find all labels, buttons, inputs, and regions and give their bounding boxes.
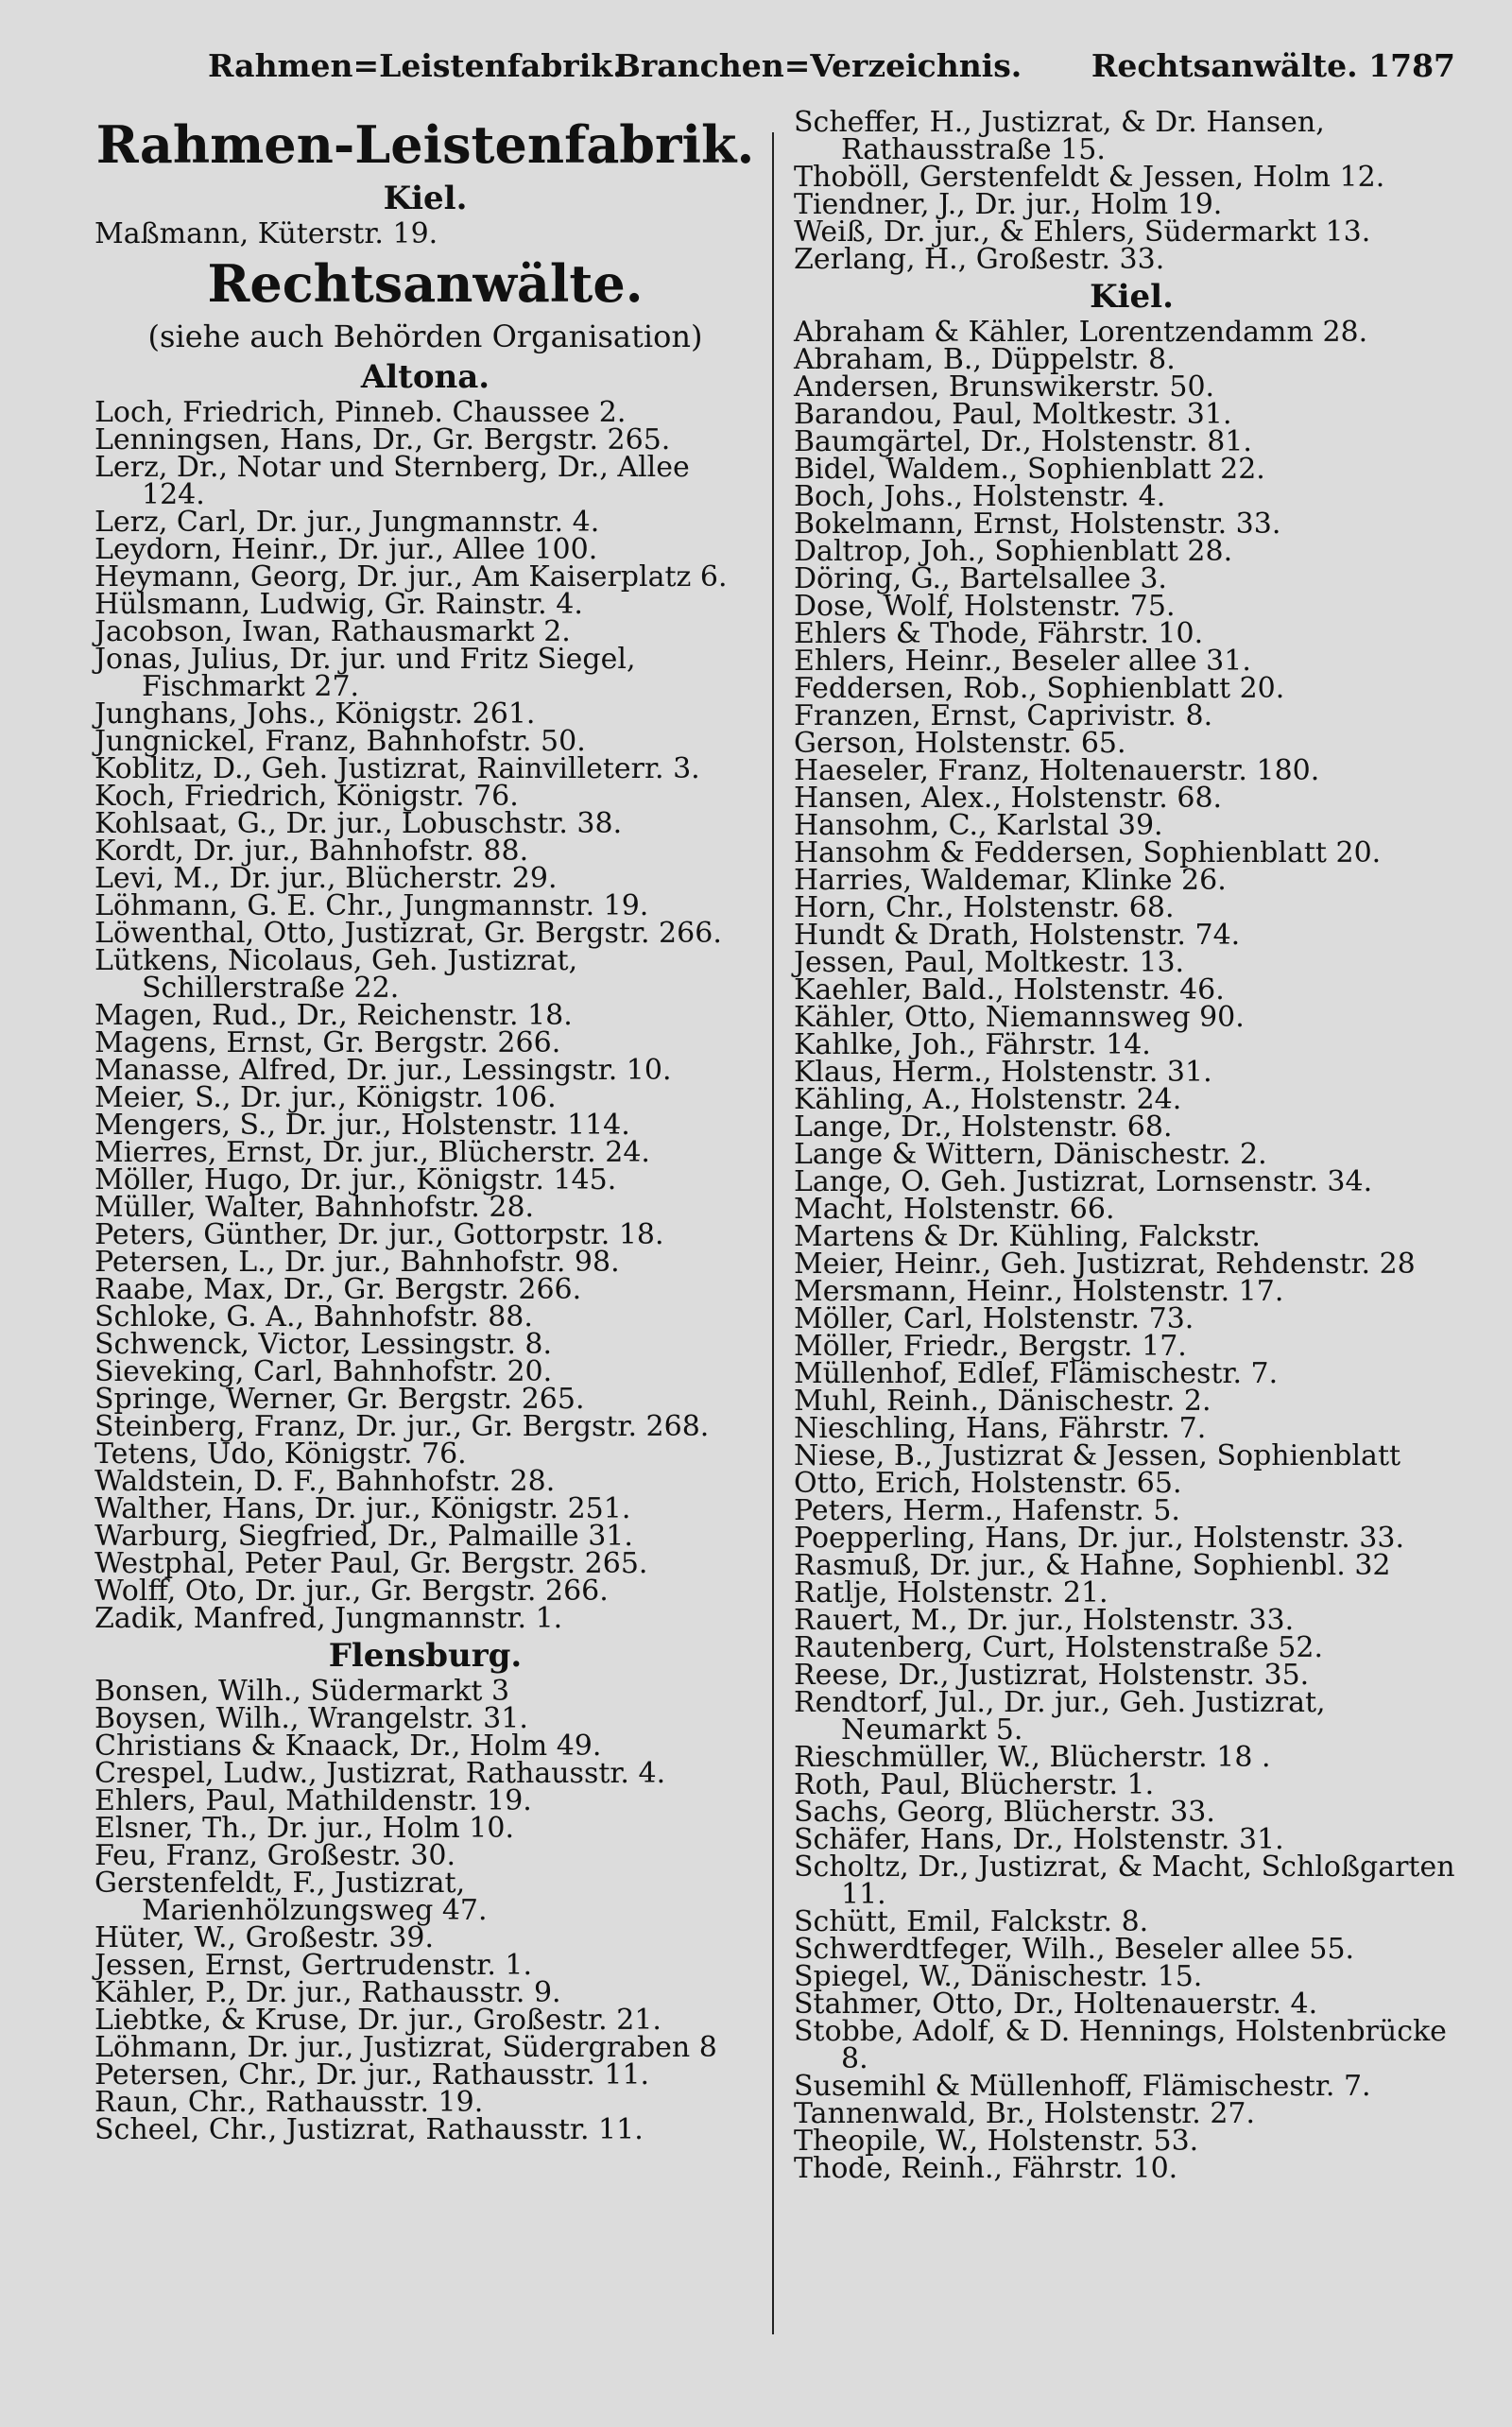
- directory-entry: Westphal, Peter Paul, Gr. Bergstr. 265.: [94, 1547, 648, 1580]
- directory-entry: Spiegel, W., Dänischestr. 15.: [794, 1960, 1203, 1993]
- directory-entry: Scheel, Chr., Justizrat, Rathausstr. 11.: [94, 2113, 644, 2146]
- directory-entry: Peters, Herm., Hafenstr. 5.: [794, 1494, 1180, 1527]
- directory-entry: Jessen, Paul, Moltkestr. 13.: [794, 946, 1185, 979]
- directory-entry: Junghans, Johs., Königstr. 261.: [94, 697, 536, 731]
- directory-entry: Ehlers & Thode, Fährstr. 10.: [794, 617, 1204, 650]
- directory-entry: Meier, S., Dr. jur., Königstr. 106.: [94, 1081, 557, 1114]
- city-heading-altona: Altona.: [360, 358, 490, 396]
- directory-entry: Poepperling, Hans, Dr. jur., Holstenstr. 33.: [794, 1522, 1404, 1555]
- directory-entry: Liebtke, & Kruse, Dr. jur., Großestr. 21.: [94, 2004, 662, 2037]
- directory-entry: Lange, Dr., Holstenstr. 68.: [794, 1110, 1173, 1144]
- directory-entry: Hansohm, C., Karlstal 39.: [794, 809, 1163, 842]
- directory-entry: Steinberg, Franz, Dr. jur., Gr. Bergstr. 268.: [94, 1410, 710, 1443]
- directory-entry: Boysen, Wilh., Wrangelstr. 31.: [94, 1702, 528, 1735]
- directory-entry: Ratlje, Holstenstr. 21.: [794, 1576, 1108, 1609]
- directory-entry: Franzen, Ernst, Caprivistr. 8.: [794, 699, 1213, 732]
- directory-entry: Peters, Günther, Dr. jur., Gottorpstr. 18.: [94, 1218, 664, 1251]
- directory-entry: Kähling, A., Holstenstr. 24.: [794, 1083, 1182, 1116]
- directory-entry: Andersen, Brunswikerstr. 50.: [794, 370, 1215, 404]
- directory-entry: Daltrop, Joh., Sophienblatt 28.: [794, 535, 1233, 568]
- directory-entry: Möller, Friedr., Bergstr. 17.: [794, 1330, 1187, 1363]
- directory-entry: Lütkens, Nicolaus, Geh. Justizrat, Schillerstraße 22.: [94, 944, 578, 1005]
- directory-entry: Sieveking, Carl, Bahnhofstr. 20.: [94, 1355, 553, 1388]
- section-title-rahmen: Rahmen-Leistenfabrik.: [95, 114, 755, 175]
- directory-entry: Manasse, Alfred, Dr. jur., Lessingstr. 10.: [94, 1054, 672, 1087]
- directory-entry: Sachs, Georg, Blücherstr. 33.: [794, 1796, 1215, 1829]
- directory-entry: Stahmer, Otto, Dr., Holtenauerstr. 4.: [794, 1988, 1318, 2021]
- right-column: [794, 106, 1469, 2185]
- directory-entry: Schütt, Emil, Falckstr. 8.: [794, 1905, 1149, 1938]
- directory-entry: Dose, Wolf, Holstenstr. 75.: [794, 590, 1176, 623]
- directory-entry: Nieschling, Hans, Fährstr. 7.: [794, 1412, 1207, 1445]
- directory-entry: Barandou, Paul, Moltkestr. 31.: [794, 398, 1232, 431]
- directory-entry: Feu, Franz, Großestr. 30.: [94, 1839, 456, 1872]
- directory-entry: Rieschmüller, W., Blücherstr. 18 .: [794, 1741, 1271, 1774]
- directory-entry: Hüter, W., Großestr. 39.: [94, 1921, 435, 1954]
- directory-entry: Kähler, Otto, Niemannsweg 90.: [794, 1001, 1245, 1034]
- directory-entry: Meier, Heinr., Geh. Justizrat, Rehdenstr. 28: [794, 1248, 1416, 1281]
- directory-entry: Boch, Johs., Holstenstr. 4.: [794, 480, 1166, 513]
- directory-entry: Haeseler, Franz, Holtenauerstr. 180.: [794, 754, 1320, 787]
- directory-entry: Kähler, P., Dr. jur., Rathausstr. 9.: [94, 1976, 561, 2009]
- city-heading-kiel: Kiel.: [1090, 278, 1174, 316]
- directory-entry: Abraham, B., Düppelstr. 8.: [794, 343, 1176, 376]
- directory-entry: Petersen, Chr., Dr. jur., Rathausstr. 11.: [94, 2058, 650, 2091]
- directory-entry: Leydorn, Heinr., Dr. jur., Allee 100.: [94, 533, 598, 566]
- header-center-title: Branchen=Verzeichnis.: [614, 47, 1022, 84]
- page-header: [208, 47, 1455, 95]
- directory-entry: Scheffer, H., Justizrat, & Dr. Hansen, Rathausstraße 15.: [794, 106, 1325, 166]
- directory-entry: Koch, Friedrich, Königstr. 76.: [94, 780, 519, 813]
- directory-entry: Thoböll, Gerstenfeldt & Jessen, Holm 12.: [794, 161, 1385, 194]
- directory-entry: Levi, M., Dr. jur., Blücherstr. 29.: [94, 862, 558, 895]
- directory-entry: Kahlke, Joh., Fährstr. 14.: [794, 1028, 1151, 1061]
- directory-entry: Gerson, Holstenstr. 65.: [794, 727, 1126, 760]
- directory-entry: Feddersen, Rob., Sophienblatt 20.: [794, 672, 1285, 705]
- directory-entry: Elsner, Th., Dr. jur., Holm 10.: [94, 1812, 514, 1845]
- directory-entry: Döring, G., Bartelsallee 3.: [794, 562, 1167, 595]
- directory-entry: Baumgärtel, Dr., Holstenstr. 81.: [794, 425, 1252, 458]
- directory-entry: Ehlers, Paul, Mathildenstr. 19.: [94, 1784, 532, 1817]
- section-title-rechtsanwaelte: Rechtsanwälte.: [207, 253, 644, 314]
- directory-entry: Löwenthal, Otto, Justizrat, Gr. Bergstr. 266.: [94, 917, 722, 950]
- directory-entry: Tannenwald, Br., Holstenstr. 27.: [794, 2097, 1256, 2130]
- directory-entry: Klaus, Herm., Holstenstr. 31.: [794, 1056, 1212, 1089]
- directory-entry: Harries, Waldemar, Klinke 26.: [794, 864, 1227, 897]
- directory-entry: Jacobson, Iwan, Rathausmarkt 2.: [94, 615, 571, 648]
- directory-entry: Rautenberg, Curt, Holstenstraße 52.: [794, 1631, 1323, 1664]
- directory-entry: Tetens, Udo, Königstr. 76.: [94, 1437, 467, 1471]
- directory-entry: Hundt & Drath, Holstenstr. 74.: [794, 919, 1241, 952]
- city-heading-flensburg: Flensburg.: [328, 1637, 523, 1675]
- flensburg-entries-continued: [794, 106, 1469, 276]
- directory-entry: Abraham & Kähler, Lorentzendamm 28.: [794, 316, 1368, 349]
- directory-entry: Crespel, Ludw., Justizrat, Rathausstr. 4.: [94, 1757, 666, 1790]
- directory-entry: Susemihl & Müllenhoff, Flämischestr. 7.: [794, 2070, 1371, 2103]
- directory-entry: Thode, Reinh., Fährstr. 10.: [794, 2152, 1178, 2185]
- directory-entry: Waldstein, D. F., Bahnhofstr. 28.: [94, 1465, 556, 1498]
- header-right-title-page-number: Rechtsanwälte. 1787: [1091, 47, 1455, 84]
- directory-entry: Hansen, Alex., Holstenstr. 68.: [794, 782, 1223, 815]
- directory-entry: Mersmann, Heinr., Holstenstr. 17.: [794, 1275, 1284, 1308]
- directory-entry: Gerstenfeldt, F., Justizrat, Marienhölzungsweg 47.: [94, 1867, 488, 1927]
- directory-entry: Schäfer, Hans, Dr., Holstenstr. 31.: [794, 1823, 1284, 1856]
- directory-entry: Walther, Hans, Dr. jur., Königstr. 251.: [94, 1492, 631, 1525]
- directory-entry: Warburg, Siegfried, Dr., Palmaille 31.: [94, 1520, 633, 1553]
- altona-entries: [94, 396, 756, 1635]
- directory-entry: Jessen, Ernst, Gertrudenstr. 1.: [94, 1949, 533, 1982]
- directory-entry: Bonsen, Wilh., Südermarkt 3: [94, 1675, 510, 1708]
- directory-entry: Zadik, Manfred, Jungmannstr. 1.: [94, 1602, 563, 1635]
- directory-entry: Muhl, Reinh., Dänischestr. 2.: [794, 1385, 1211, 1418]
- directory-entry: Heymann, Georg, Dr. jur., Am Kaiserplatz 6.: [94, 560, 728, 594]
- directory-entry: Mierres, Ernst, Dr. jur., Blücherstr. 24.: [94, 1136, 650, 1169]
- directory-entry: Petersen, L., Dr. jur., Bahnhofstr. 98.: [94, 1246, 620, 1279]
- header-left-running-title: Rahmen=Leistenfabrik.: [208, 47, 624, 84]
- directory-entry: Schloke, G. A., Bahnhofstr. 88.: [94, 1300, 533, 1334]
- directory-entry: Schwerdtfeger, Wilh., Beseler allee 55.: [794, 1933, 1355, 1966]
- directory-entry: Lenningsen, Hans, Dr., Gr. Bergstr. 265.: [94, 423, 671, 456]
- directory-entry: Hülsmann, Ludwig, Gr. Rainstr. 4.: [94, 588, 583, 621]
- directory-entry: Kohlsaat, G., Dr. jur., Lobuschstr. 38.: [94, 807, 623, 840]
- directory-entry: Möller, Hugo, Dr. jur., Königstr. 145.: [94, 1163, 617, 1196]
- directory-entry: Kordt, Dr. jur., Bahnhofstr. 88.: [94, 835, 529, 868]
- directory-entry: Christians & Knaack, Dr., Holm 49.: [94, 1730, 602, 1763]
- left-column: [94, 109, 756, 2146]
- directory-entry: Reese, Dr., Justizrat, Holstenstr. 35.: [794, 1659, 1310, 1692]
- flensburg-entries: [94, 1675, 756, 2146]
- directory-entry: Jonas, Julius, Dr. jur. und Fritz Siegel, Fischmarkt 27.: [94, 643, 636, 703]
- directory-entry: Hansohm & Feddersen, Sophienblatt 20.: [794, 836, 1382, 869]
- directory-entry: Magens, Ernst, Gr. Bergstr. 266.: [94, 1026, 561, 1059]
- directory-entry: Löhmann, Dr. jur., Justizrat, Südergraben 8: [94, 2031, 717, 2064]
- directory-entry: Bidel, Waldem., Sophienblatt 22.: [794, 453, 1265, 486]
- directory-entry: Rendtorf, Jul., Dr. jur., Geh. Justizrat, Neumarkt 5.: [794, 1686, 1326, 1747]
- cross-reference-note: (siehe auch Behörden Organisation): [147, 318, 703, 354]
- directory-entry: Roth, Paul, Blücherstr. 1.: [794, 1768, 1155, 1801]
- directory-entry: Magen, Rud., Dr., Reichenstr. 18.: [94, 999, 573, 1032]
- directory-entry: Loch, Friedrich, Pinneb. Chaussee 2.: [94, 396, 627, 429]
- directory-entry: Macht, Holstenstr. 66.: [794, 1193, 1115, 1226]
- directory-entry: Müller, Walter, Bahnhofstr. 28.: [94, 1191, 535, 1224]
- directory-entry: Stobbe, Adolf, & D. Hennings, Holstenbrücke 8.: [794, 2015, 1447, 2075]
- directory-entry: Löhmann, G. E. Chr., Jungmannstr. 19.: [94, 889, 649, 922]
- column-divider: [772, 132, 774, 2334]
- directory-entry: Rasmuß, Dr. jur., & Hahne, Sophienbl. 32: [794, 1549, 1391, 1582]
- directory-entry: Jungnickel, Franz, Bahnhofstr. 50.: [94, 725, 586, 758]
- directory-entry: Scholtz, Dr., Justizrat, & Macht, Schloßgarten 11.: [794, 1850, 1455, 1911]
- directory-entry: Tiendner, J., Dr. jur., Holm 19.: [794, 188, 1223, 221]
- directory-entry: Theopile, W., Holstenstr. 53.: [794, 2125, 1199, 2158]
- directory-entry: Weiß, Dr. jur., & Ehlers, Südermarkt 13.: [794, 215, 1371, 249]
- directory-entry: Schwenck, Victor, Lessingstr. 8.: [94, 1328, 553, 1361]
- city-heading-kiel-rahmen: Kiel.: [383, 180, 468, 217]
- directory-entry: Bokelmann, Ernst, Holstenstr. 33.: [794, 508, 1281, 541]
- directory-entry: Springe, Werner, Gr. Bergstr. 265.: [94, 1383, 585, 1416]
- directory-entry: Mengers, S., Dr. jur., Holstenstr. 114.: [94, 1109, 630, 1142]
- kiel-entries: [794, 316, 1469, 2185]
- directory-entry: Lerz, Dr., Notar und Sternberg, Dr., Allee 124.: [94, 451, 690, 511]
- directory-entry: Otto, Erich, Holstenstr. 65.: [794, 1467, 1182, 1500]
- directory-entry: Ehlers, Heinr., Beseler allee 31.: [794, 645, 1251, 678]
- directory-entry: Koblitz, D., Geh. Justizrat, Rainvilleterr. 3.: [94, 752, 700, 785]
- directory-entry: Wolff, Oto, Dr. jur., Gr. Bergstr. 266.: [94, 1575, 609, 1608]
- directory-entry: Kaehler, Bald., Holstenstr. 46.: [794, 973, 1225, 1007]
- directory-entry: Lerz, Carl, Dr. jur., Jungmannstr. 4.: [94, 506, 600, 539]
- directory-entry: Niese, B., Justizrat & Jessen, Sophienblatt: [794, 1439, 1401, 1472]
- directory-entry: Martens & Dr. Kühling, Falckstr.: [794, 1220, 1261, 1253]
- directory-entry: Raabe, Max, Dr., Gr. Bergstr. 266.: [94, 1273, 582, 1306]
- directory-entry: Maßmann, Küterstr. 19.: [94, 217, 438, 250]
- directory-entry: Müllenhof, Edlef, Flämischestr. 7.: [794, 1357, 1279, 1390]
- directory-entry: Rauert, M., Dr. jur., Holstenstr. 33.: [794, 1604, 1295, 1637]
- directory-entry: Lange, O. Geh. Justizrat, Lornsenstr. 34.: [794, 1165, 1373, 1198]
- directory-entry: Raun, Chr., Rathausstr. 19.: [94, 2086, 484, 2119]
- directory-entry: Horn, Chr., Holstenstr. 68.: [794, 891, 1175, 924]
- directory-entry: Lange & Wittern, Dänischestr. 2.: [794, 1138, 1267, 1171]
- rahmen-entries: [94, 217, 756, 250]
- directory-entry: Möller, Carl, Holstenstr. 73.: [794, 1302, 1194, 1335]
- directory-entry: Zerlang, H., Großestr. 33.: [794, 243, 1165, 276]
